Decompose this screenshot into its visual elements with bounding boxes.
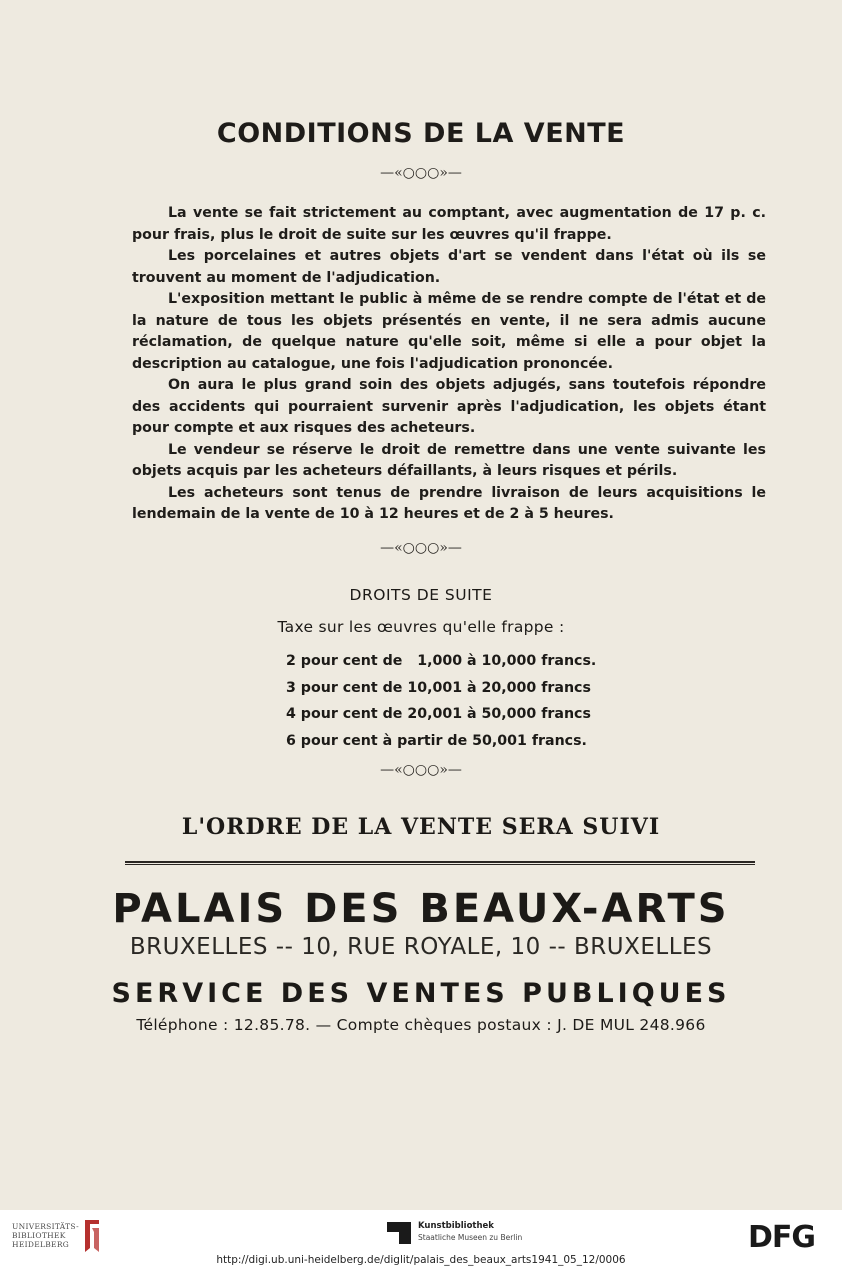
rate-line: 2 pour cent de 1,000 à 10,000 francs. [286,653,597,669]
service-heading: SERVICE DES VENTES PUBLIQUES [111,978,731,1009]
university-library-logo-text[interactable]: UNIVERSITÄTS- BIBLIOTHEK HEIDELBERG [12,1222,79,1249]
paragraph: Les acheteurs sont tenus de prendre livraison de leurs acquisitions le lendemain de la vente de 10 à 12 heures et de 2 à 5 heures. [132,484,766,522]
ornament-divider: —«○○○»— [380,762,462,778]
conditions-text [132,203,766,526]
palais-heading: PALAIS DES BEAUX-ARTS [112,886,730,932]
page-title: CONDITIONS DE LA VENTE [216,118,626,149]
kunstbibliothek-title[interactable]: Kunstbibliothek [418,1221,494,1231]
paragraph: Les porcelaines et autres objets d'art se vendent dans l'état où ils se trouvent au moment de l'adjudication. [132,248,766,286]
kunstbibliothek-logo-icon[interactable] [387,1222,411,1244]
paragraph: On aura le plus grand soin des objets adjugés, sans toutefois répondre des accidents qui pourraient survenir après l'adjudication, les objets étant pour compte et aux risques des acheteurs. [132,377,766,436]
rates-list [286,648,626,754]
dfg-logo[interactable]: DFG [748,1220,816,1255]
permalink-url[interactable]: http://digi.ub.uni-heidelberg.de/diglit/palais_des_beaux_arts1941_05_12/0006 [216,1254,626,1266]
ornament-divider: —«○○○»— [380,165,462,181]
rate-line: 6 pour cent à partir de 50,001 francs. [286,732,587,749]
ordre-heading: L'ORDRE DE LA VENTE SERA SUIVI [181,814,661,840]
droits-de-suite-heading: DROITS DE SUITE [349,586,493,604]
kunstbibliothek-subtitle: Staatliche Museen zu Berlin [418,1233,523,1242]
rate-line: 4 pour cent de 20,001 à 50,000 francs [286,706,591,722]
contact-line: Téléphone : 12.85.78. — Compte chèques postaux : J. DE MUL 248.966 [136,1016,706,1034]
paragraph: La vente se fait strictement au comptant, avec augmentation de 17 p. c. pour frais, plus le droit de suite sur les œuvres qu'il frappe. [132,205,766,243]
horizontal-rule [125,861,755,865]
address-line: BRUXELLES -- 10, RUE ROYALE, 10 -- BRUXELLES [129,934,713,960]
paragraph: Le vendeur se réserve le droit de remettre dans une vente suivante les objets acquis par les acheteurs défaillants, à leurs risques et périls. [132,441,766,479]
paragraph: L'exposition mettant le public à même de se rendre compte de l'état et de la nature de tous les objets présentés en vente, il ne sera admis aucune réclamation, de quelque nature qu'elle soit, même si elle a pour objet la description au catalogue, une fois l'adjudication prononcée. [132,291,766,372]
taxe-line: Taxe sur les œuvres qu'elle frappe : [277,618,565,636]
ornament-divider: —«○○○»— [380,540,462,556]
rate-line: 3 pour cent de 10,001 à 20,000 francs [286,679,591,696]
heidelberg-logo-icon[interactable] [82,1218,102,1254]
